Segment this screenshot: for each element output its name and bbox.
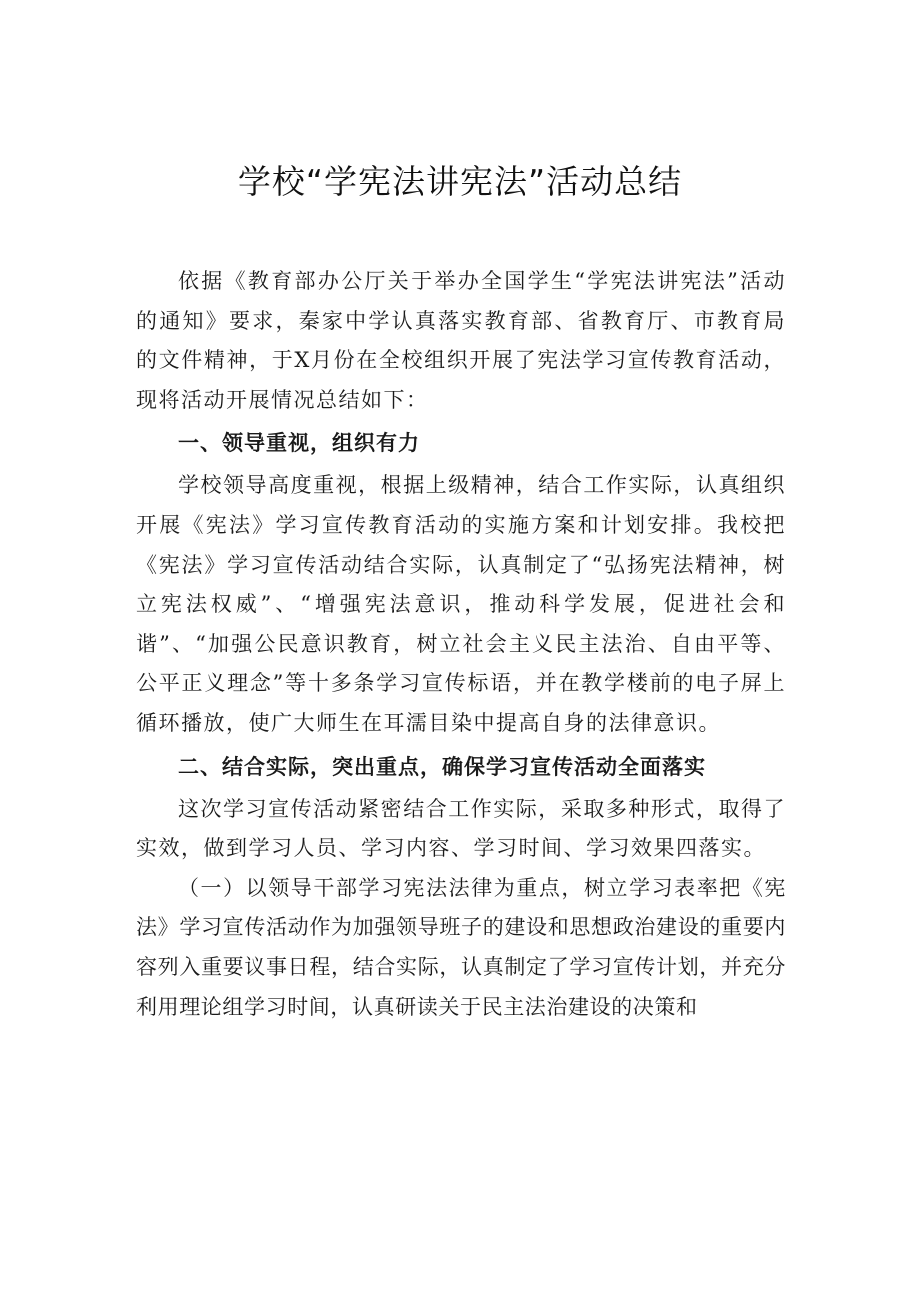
section-1-paragraph: 学校领导高度重视，根据上级精神，结合工作实际，认真组织开展《宪法》学习宣传教育活动的实施方案和计划安排。我校把《宪法》学习宣传活动结合实际，认真制定了“弘扬宪法精神，树立宪法权威”、“增强宪法意识，推动科学发展，促进社会和谐”、“加强公民意识教育，树立社会主义民主法治、自由平等、公平正义理念”等十多条学习宣传标语，并在教学楼前的电子屏上循环播放，使广大师生在耳濡目染中提高自身的法律意识。 [136,473,786,735]
section-2-heading: 二、结合实际，突出重点，确保学习宣传活动全面落实 [178,754,706,779]
subsection-1-paragraph: （一）以领导干部学习宪法法律为重点，树立学习表率把《宪法》学习宣传活动作为加强领导班子的建设和思想政治建设的重要内容列入重要议事日程，结合实际，认真制定了学习宣传计划，并充分利用理论组学习时间，认真研读关于民主法治建设的决策和 [136,875,786,1019]
document-body [136,262,786,1027]
section-1-heading: 一、领导重视，组织有力 [178,431,420,456]
section-2-paragraph: 这次学习宣传活动紧密结合工作实际，采取多种形式，取得了实效，做到学习人员、学习内容、学习时间、学习效果四落实。 [136,796,786,861]
intro-paragraph: 依据《教育部办公厅关于举办全国学生“学宪法讲宪法”活动的通知》要求，秦家中学认真落实教育部、省教育厅、市教育局的文件精神，于X月份在全校组织开展了宪法学习宣传教育活动，现将活动开展情况总结如下： [136,269,786,412]
document-title: 学校“学宪法讲宪法”活动总结 [237,162,683,201]
